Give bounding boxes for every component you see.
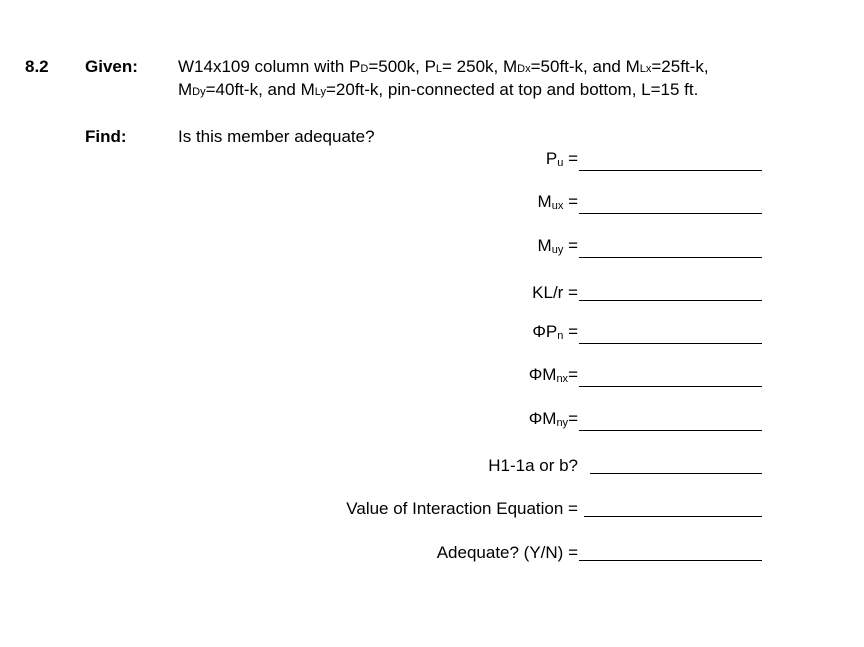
label-sub: n (557, 330, 564, 342)
answer-label (538, 192, 578, 216)
given-line-2 (178, 80, 698, 100)
label-main: Value of Interaction Equation = (346, 499, 578, 518)
subscript: Dy (192, 86, 206, 98)
given-text: M (178, 80, 193, 99)
subscript: Dx (517, 63, 531, 75)
answer-label (529, 365, 578, 389)
answer-blank-adequate[interactable] (579, 560, 762, 561)
answer-label (346, 499, 578, 519)
label-eq: = (568, 409, 578, 428)
given-text: =20ft-k, pin-connected at top and bottom, L=15 ft. (325, 80, 699, 99)
problem-number: 8.2 (25, 57, 49, 76)
label-main: M (537, 236, 552, 255)
answer-label (532, 283, 578, 303)
label-eq: = (568, 365, 578, 384)
label-sub: u (557, 157, 564, 169)
label-main: H1-1a or b? (488, 456, 578, 475)
subscript: D (360, 63, 369, 75)
label-eq: = (563, 236, 578, 255)
answer-row-adequate (300, 541, 762, 563)
label-sub: nx (556, 373, 569, 385)
label-main: P (545, 149, 558, 168)
subscript: Ly (314, 86, 326, 98)
given-text: =50ft-k, and M (530, 57, 640, 76)
label-main: ΦM (528, 409, 557, 428)
answer-blank-h1-1[interactable] (590, 473, 762, 474)
label-main: ΦP (532, 322, 558, 341)
answer-blank-interaction-value[interactable] (584, 516, 762, 517)
answer-label (488, 456, 578, 476)
given-text: =40ft-k, and M (205, 80, 315, 99)
label-main: KL/r = (532, 283, 578, 302)
answer-label (437, 543, 578, 563)
find-label: Find: (85, 127, 127, 146)
subscript: Lx (639, 63, 652, 75)
given-text: W14x109 column with P (178, 57, 361, 76)
find-text: Is this member adequate? (178, 127, 375, 146)
answer-blank-klr[interactable] (579, 300, 762, 301)
answer-row-phi-mny (300, 411, 762, 433)
answer-row-pu (300, 151, 762, 173)
answer-blank-phi-mny[interactable] (579, 430, 762, 431)
answer-label (538, 236, 578, 260)
answer-row-phi-mnx (300, 367, 762, 389)
answer-blank-muy[interactable] (579, 257, 762, 258)
answer-label (532, 322, 578, 346)
answer-blank-phi-mnx[interactable] (579, 386, 762, 387)
given-text: =25ft-k, (651, 57, 709, 76)
answer-label (529, 409, 578, 433)
answer-label (546, 149, 578, 173)
label-main: ΦM (528, 365, 557, 384)
answer-row-phi-pn (300, 324, 762, 346)
given-text: = 250k, M (442, 57, 518, 76)
answer-blank-phi-pn[interactable] (579, 343, 762, 344)
label-main: M (537, 192, 552, 211)
label-sub: ux (551, 200, 564, 212)
answer-blank-mux[interactable] (579, 213, 762, 214)
given-line-1 (178, 57, 709, 77)
label-main: Adequate? (Y/N) = (436, 543, 578, 562)
label-sub: uy (551, 244, 564, 256)
answer-row-h1-1 (300, 454, 762, 476)
label-sub: ny (556, 417, 569, 429)
subscript: L (435, 63, 443, 75)
label-eq: = (563, 192, 578, 211)
answer-row-mux (300, 194, 762, 216)
label-eq: = (563, 149, 578, 168)
label-eq: = (563, 322, 578, 341)
given-label: Given: (85, 57, 138, 76)
answer-row-muy (300, 238, 762, 260)
answer-blank-pu[interactable] (579, 170, 762, 171)
answer-row-interaction-value (300, 497, 762, 519)
given-text: =500k, P (368, 57, 436, 76)
answer-row-klr (300, 281, 762, 303)
